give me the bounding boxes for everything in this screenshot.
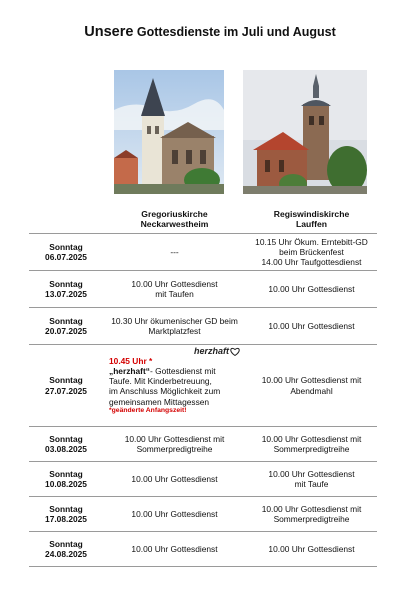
gregoriuskirche-cell: ---: [170, 246, 179, 257]
table-row: [29, 234, 377, 271]
herzhaft-logo: herzhaft: [194, 346, 240, 357]
row-date-cell: Sonntag 06.07.2025: [45, 241, 87, 262]
gregoriuskirche-cell: 10.00 Uhr Gottesdienst: [131, 543, 218, 554]
regiswindiskirche-cell: 10.00 Uhr Gottesdienst mit Taufe: [268, 468, 355, 489]
table-row: [29, 345, 377, 427]
gregoriuskirche-cell: 10.00 Uhr Gottesdienst mit Taufen: [131, 278, 218, 299]
regiswindiskirche-cell: 10.00 Uhr Gottesdienst: [268, 283, 355, 294]
row-date-cell: Sonntag 17.08.2025: [45, 503, 87, 524]
church-photo-gregoriuskirche: [114, 70, 224, 194]
header-day: [29, 205, 103, 234]
table-header-row: [29, 205, 377, 234]
regiswindiskirche-cell: 10.00 Uhr Gottesdienst mit Abendmahl: [261, 375, 362, 396]
regiswindiskirche-cell: 10.00 Uhr Gottesdienst mit Sommerpredigtreihe: [261, 503, 362, 524]
gregoriuskirche-cell: herzhaft 10.45 Uhr * „herzhaft“- Gottesdienst mit Taufe. Mit Kinderbetreuung, im Anschluss Möglichkeit zum gemeinsamen Mittagessen *geänderte Anfangszeit!: [103, 345, 246, 427]
heart-icon: [230, 347, 240, 356]
gregoriuskirche-cell: 10.00 Uhr Gottesdienst: [131, 508, 218, 519]
page-title: [0, 24, 420, 40]
regiswindiskirche-cell: 10.00 Uhr Gottesdienst mit Sommerpredigtreihe: [261, 433, 362, 454]
regiswindiskirche-cell: 10.00 Uhr Gottesdienst: [268, 543, 355, 554]
table-row: [29, 532, 377, 567]
special-time: 10.45 Uhr *: [109, 355, 153, 366]
row-date-cell: Sonntag 24.08.2025: [45, 538, 87, 559]
table-row: [29, 427, 377, 462]
row-date-cell: Sonntag 13.07.2025: [45, 278, 87, 299]
gregoriuskirche-cell: 10.30 Uhr ökumenischer GD beim Marktplatzfest: [111, 315, 238, 336]
header-regiswindiskirche: Regiswindiskirche Lauffen: [273, 208, 350, 229]
title-part1: Unsere: [84, 24, 134, 40]
header-gregoriuskirche: Gregoriuskirche Neckarwestheim: [140, 208, 209, 229]
table-row: [29, 462, 377, 497]
gregoriuskirche-cell: 10.00 Uhr Gottesdienst mit Sommerpredigtreihe: [124, 433, 225, 454]
row-date-cell: Sonntag 03.08.2025: [45, 433, 87, 454]
gregoriuskirche-cell: 10.00 Uhr Gottesdienst: [131, 473, 218, 484]
title-part2: Gottesdienste im Juli und August: [136, 25, 336, 39]
church-photo-regiswindiskirche: [243, 70, 367, 194]
row-date-cell: Sonntag 27.07.2025: [45, 375, 87, 396]
table-row: [29, 497, 377, 532]
table-row: [29, 271, 377, 308]
regiswindiskirche-cell: 10.15 Uhr Ökum. Erntebitt-GD beim Brückenfest 14.00 Uhr Taufgottesdienst: [255, 236, 368, 268]
special-note: *geänderte Anfangszeit!: [109, 406, 187, 414]
table-row: [29, 308, 377, 345]
regiswindiskirche-cell: 10.00 Uhr Gottesdienst: [268, 320, 355, 331]
service-schedule-table: [29, 205, 377, 567]
special-brand: „herzhaft“: [109, 365, 150, 376]
row-date-cell: Sonntag 20.07.2025: [45, 315, 87, 336]
row-date-cell: Sonntag 10.08.2025: [45, 468, 87, 489]
